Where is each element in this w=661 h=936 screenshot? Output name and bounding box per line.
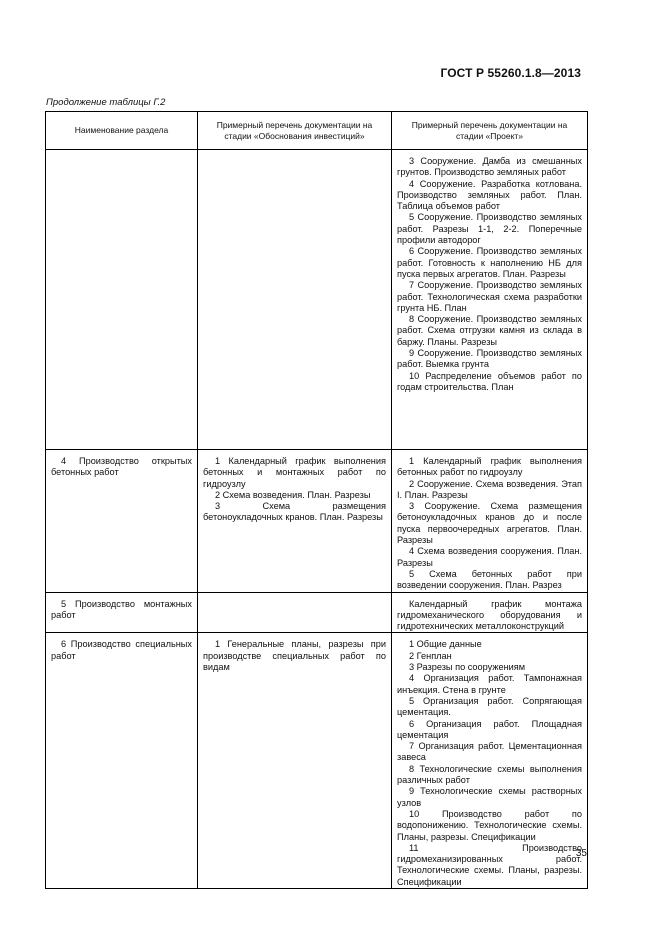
- project-doc-item: 5 Организация работ. Сопрягающая цементация.: [397, 695, 582, 718]
- table-header-row: [46, 112, 588, 150]
- project-docs-cell: [392, 633, 588, 889]
- table-caption: Продолжение таблицы Г.2: [46, 97, 166, 108]
- column-header-section: Наименование раздела: [46, 112, 198, 150]
- table-body: [46, 150, 588, 889]
- project-doc-item: 8 Сооружение. Производство земляных работ. Схема отгрузки камня из склада в баржу. Планы. Разрезы: [397, 314, 582, 347]
- project-doc-item: 8 Технологические схемы выполнения различных работ: [397, 763, 582, 786]
- project-docs-cell: [392, 450, 588, 593]
- section-name-cell: [46, 450, 198, 593]
- section-name-cell: [46, 633, 198, 889]
- project-doc-item: 7 Сооружение. Производство земляных работ. Технологическая схема разработки грунта НБ. План: [397, 280, 582, 313]
- project-doc-item: 4 Организация работ. Тампонажная инъекция. Стена в грунте: [397, 673, 582, 695]
- investment-doc-item: 3 Схема размещения бетоноукладочных кранов. План. Разрезы: [203, 501, 386, 523]
- project-doc-item: 9 Технологические схемы растворных узлов: [397, 786, 582, 808]
- investment-docs-cell: [198, 633, 392, 889]
- section-name-cell: [46, 150, 198, 450]
- project-doc-item: 4 Сооружение. Разработка котлована. Производство земляных работ. План. Таблица объемов работ: [397, 178, 582, 212]
- document-code: ГОСТ Р 55260.1.8—2013: [440, 66, 581, 80]
- section-name: 5 Производство монтажных работ: [51, 598, 192, 620]
- investment-doc-item: 1 Календарный график выполнения бетонных и монтажных работ по гидроузлу: [203, 456, 386, 489]
- project-doc-item: 5 Схема бетонных работ при возведении сооружения. План. Разрез: [397, 568, 582, 591]
- project-doc-item: 4 Схема возведения сооружения. План. Разрезы: [397, 546, 582, 568]
- table-row: [46, 150, 588, 450]
- documentation-table: [45, 111, 588, 889]
- project-doc-item: 3 Сооружение. Схема размещения бетоноукладочных кранов до и после пуска первоочередных агрегатов. План. Разрезы: [397, 501, 582, 546]
- project-doc-item: 2 Генплан: [409, 650, 452, 661]
- column-header-investment: Примерный перечень документации на стадии «Обоснования инвестиций»: [198, 112, 392, 150]
- table-row: [46, 450, 588, 593]
- section-name-cell: [46, 592, 198, 633]
- investment-docs-cell: [198, 450, 392, 593]
- project-docs-cell: [392, 150, 588, 450]
- project-doc-item: 2 Сооружение. Схема возведения. Этап I. План. Разрезы: [397, 478, 582, 500]
- project-doc-item: 6 Организация работ. Площадная цементация: [397, 718, 582, 740]
- project-doc-item: 1 Календарный график выполнения бетонных работ по гидроузлу: [397, 456, 582, 478]
- project-doc-item: 10 Производство работ по водопонижению. Технологические схемы. Планы, разрезы. Спецификации: [397, 808, 582, 842]
- table-row: [46, 592, 588, 633]
- investment-doc-item: 1 Генеральные планы, разрезы при производстве специальных работ по видам: [203, 639, 386, 673]
- project-doc-item: 10 Распределение объемов работ по годам строительства. План: [397, 370, 582, 392]
- project-doc-item: 3 Сооружение. Дамба из смешанных грунтов. Производство земляных работ: [397, 156, 582, 178]
- table-row: [46, 633, 588, 889]
- section-name: 6 Производство специальных работ: [51, 639, 192, 661]
- investment-doc-item: 2 Схема возведения. План. Разрезы: [215, 489, 371, 500]
- project-doc-item: 7 Организация работ. Цементационная завеса: [397, 741, 582, 763]
- column-header-project: Примерный перечень документации на стадии «Проект»: [392, 112, 588, 150]
- investment-docs-cell: [198, 150, 392, 450]
- project-doc-item: 9 Сооружение. Производство земляных работ. Выемка грунта: [397, 348, 582, 370]
- project-doc-item: 5 Сооружение. Производство земляных работ. Разрезы 1-1, 2-2. Поперечные профили автодорог: [397, 212, 582, 246]
- project-doc-item: 6 Сооружение. Производство земляных работ. Готовность к наполнению НБ для пуска первых агрегатов. План. Разрезы: [397, 246, 582, 279]
- project-doc-item: 1 Общие данные: [409, 639, 482, 650]
- section-name: 4 Производство открытых бетонных работ: [51, 456, 192, 478]
- investment-docs-cell: [198, 592, 392, 633]
- page-number: 35: [575, 848, 587, 859]
- project-doc-item: 3 Разрезы по сооружениям: [409, 662, 526, 673]
- project-doc-item: Календарный график монтажа гидромеханического оборудования и гидротехнических металлоконструкций: [397, 598, 582, 632]
- project-docs-cell: [392, 592, 588, 633]
- project-doc-item: 11 Производство гидромеханизированных работ. Технологические схемы. Планы, разрезы. Спецификации: [397, 842, 582, 887]
